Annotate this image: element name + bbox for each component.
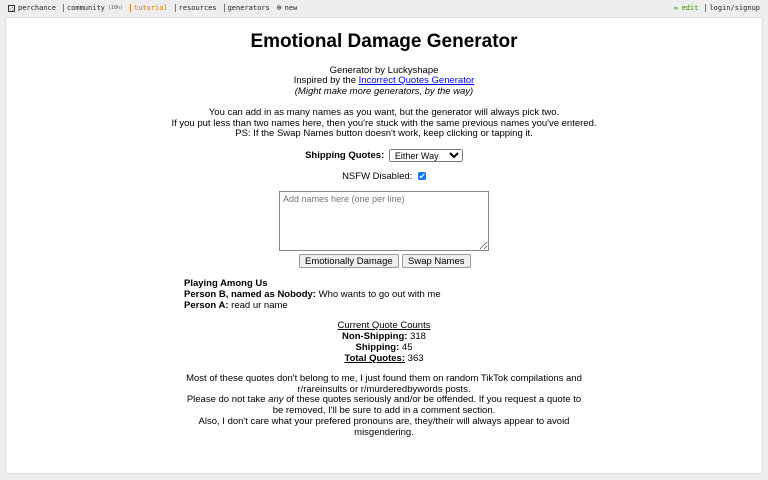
note-line: (Might make more generators, by the way) [294,86,474,97]
incorrect-quotes-link[interactable]: Incorrect Quotes Generator [358,75,475,86]
shipping-select[interactable] [389,149,463,162]
footer-line-1: Most of these quotes don't belong to me, I just found them on random TikTok compilations and [186,373,582,384]
quote-output [184,278,441,311]
perchance-logo-icon: ⁘ [9,4,16,14]
nsfw-checkbox[interactable] [418,172,426,180]
emotionally-damage-button[interactable]: Emotionally Damage [299,254,399,268]
resources-icon [175,4,176,12]
shipping-count-label: Shipping: [355,342,400,353]
quote-speaker: Person A: [184,300,229,311]
info-line-3: PS: If the Swap Names button doesn't work, keep clicking or tapping it. [235,128,533,139]
shipping-row [6,149,762,162]
footer-line-3 [6,394,762,405]
names-textarea[interactable] [279,191,489,251]
nav-login-label: login/signup [709,4,760,12]
nav-perchance-label: perchance [18,4,56,12]
info-line-1: You can add in as many names as you want, but the generator will always pick two. [208,107,560,118]
footer-line-3-em: any [268,394,284,405]
nsfw-label: NSFW Disabled: [342,171,413,182]
page-title: Emotional Damage Generator [250,31,518,52]
nav-resources[interactable] [175,4,217,12]
nav-tutorial[interactable] [130,4,168,12]
swap-names-button[interactable]: Swap Names [402,254,471,268]
quote-line [184,300,441,311]
community-badge: (10h) [107,5,123,11]
nav-tutorial-label: tutorial [133,4,168,12]
quote-heading: Playing Among Us [184,278,268,289]
shipping-count: 45 [401,342,413,353]
non-shipping-label: Non-Shipping: [342,331,408,342]
community-icon [63,4,64,12]
footer-line-4: be removed, I'll be sure to add in a comment section. [272,405,496,416]
non-shipping-count-row [6,331,762,342]
nav-right [674,4,760,12]
top-nav [0,0,768,16]
nav-new-label: new [284,4,298,12]
total-count-row [6,353,762,364]
nav-generators-label: generators [227,4,270,12]
shipping-label: Shipping Quotes: [305,150,385,162]
info-line-2: If you put less than two names here, then you're stuck with the same previous names you've entered. [171,118,597,129]
quote-text: read ur name [231,300,288,311]
footer-line-2: r/rareinsults or r/murderedbywords posts. [297,384,471,395]
footer-line-5: Also, I don't care what your prefered pronouns are, they/their will always appear to avoid [198,416,570,427]
total-count: 363 [407,353,424,364]
tutorial-icon [130,4,131,12]
nav-community-label: community [66,4,105,12]
counts-heading: Current Quote Counts [337,320,431,331]
nav-perchance[interactable] [8,4,56,12]
footer-line-3-pre: Please do not take [186,394,266,405]
total-label: Total Quotes: [344,353,406,364]
pencil-icon: ✏ [673,3,679,12]
footer-line-3-post: of these quotes seriously and/or be offended. If you request a quote to [286,394,582,405]
quote-line [184,289,441,300]
nav-edit-label: edit [681,4,699,12]
quote-speaker: Person B, named as Nobody: [184,289,316,300]
inspired-prefix: Inspired by the [293,75,357,86]
new-icon: ⊕ [276,3,282,12]
quote-text: Who wants to go out with me [318,289,441,300]
nsfw-row [6,171,762,182]
generators-icon [224,4,225,12]
inspired-line [6,75,762,86]
non-shipping-count: 318 [410,331,426,342]
nav-left [8,4,304,12]
nav-new[interactable] [277,4,297,12]
nav-login[interactable] [705,4,760,12]
nav-resources-label: resources [178,4,217,12]
nav-edit[interactable] [674,4,699,12]
footer-line-6: misgendering. [354,427,414,438]
generator-panel [5,17,763,474]
nav-generators[interactable] [224,4,270,12]
byline: Generator by Luckyshape [329,65,439,76]
login-icon [705,4,706,12]
nav-community[interactable] [63,4,123,12]
shipping-count-row [6,342,762,353]
